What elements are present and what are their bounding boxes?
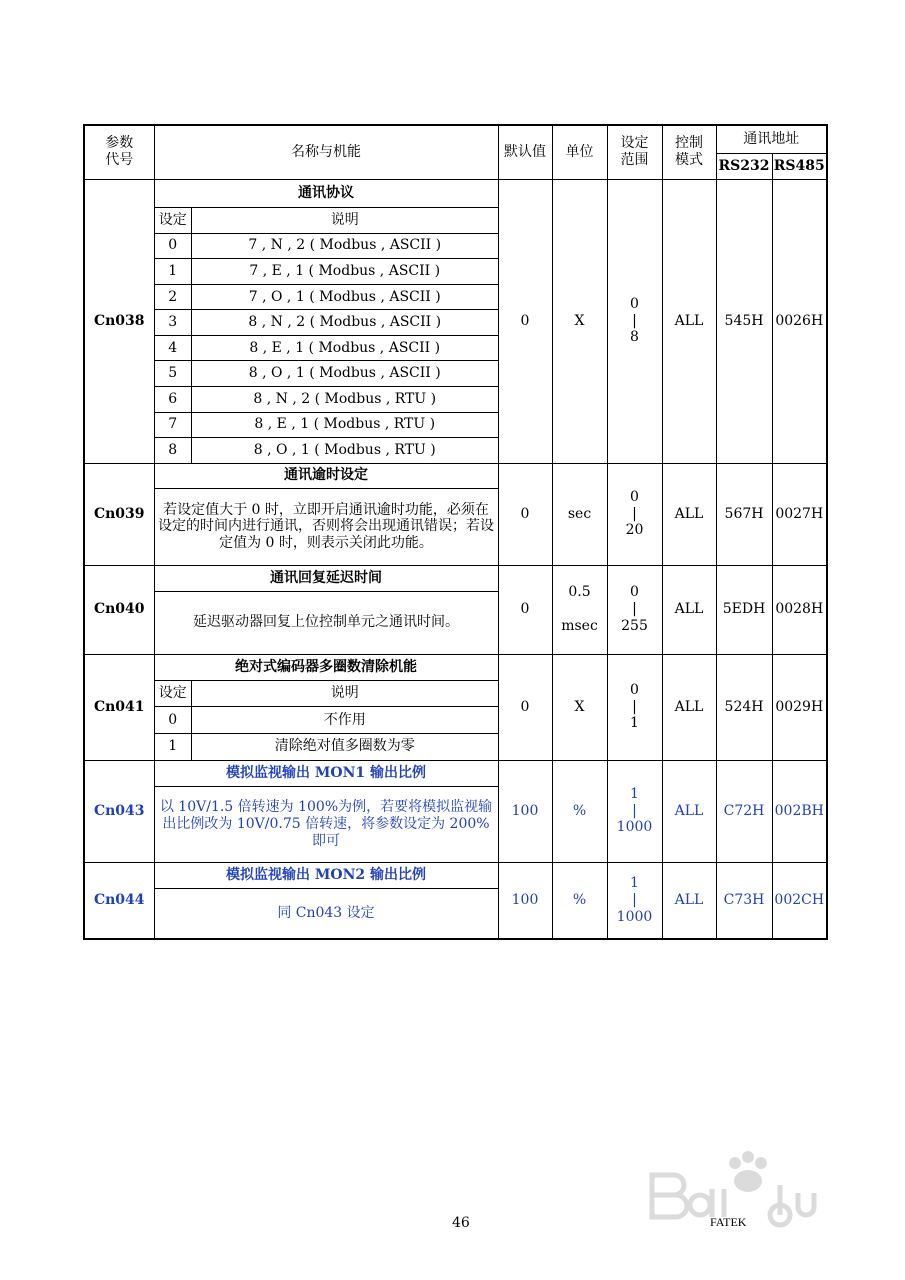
header-address: 通讯地址 bbox=[716, 125, 827, 153]
param-code: Cn044 bbox=[84, 862, 154, 939]
param-rs232: 524H bbox=[716, 654, 772, 760]
option-desc: 8 , O , 1 ( Modbus , RTU ) bbox=[253, 441, 436, 458]
param-description: 以 10V/1.5 倍转速为 100%为例，若要将模拟监视输出比例改为 10V/0.75 倍转速，将参数设定为 200%即可 bbox=[159, 799, 493, 849]
param-title: 通讯逾时设定 bbox=[155, 464, 498, 489]
param-row-cn040 bbox=[84, 565, 827, 654]
page-number: 46 bbox=[452, 1215, 470, 1231]
param-row-cn038 bbox=[84, 179, 827, 463]
param-default: 100 bbox=[498, 760, 552, 862]
option-key: 5 bbox=[155, 361, 192, 387]
param-range: 0 | 8 bbox=[607, 179, 662, 463]
param-title: 通讯协议 bbox=[155, 180, 498, 208]
param-name-cell bbox=[154, 760, 498, 862]
header-range: 设定 范围 bbox=[607, 125, 662, 179]
param-rs485: 0026H bbox=[772, 179, 827, 463]
param-unit: % bbox=[552, 760, 607, 862]
param-title: 模拟监视输出 MON1 输出比例 bbox=[155, 761, 498, 787]
param-rs485: 002BH bbox=[772, 760, 827, 862]
param-rs485: 0028H bbox=[772, 565, 827, 654]
param-code: Cn039 bbox=[84, 463, 154, 565]
option-key: 3 bbox=[155, 310, 192, 336]
option-desc: 8 , N , 2 ( Modbus , RTU ) bbox=[192, 386, 498, 412]
option-header-key: 设定 bbox=[155, 680, 192, 707]
param-name-cell bbox=[154, 179, 498, 463]
param-range: 0 | 1 bbox=[607, 654, 662, 760]
option-key: 0 bbox=[155, 233, 192, 259]
param-title: 绝对式编码器多圈数清除机能 bbox=[155, 655, 498, 681]
param-name-cell bbox=[154, 654, 498, 760]
param-default: 0 bbox=[498, 179, 552, 463]
param-range: 0 | 20 bbox=[607, 463, 662, 565]
param-title: 模拟监视输出 MON2 输出比例 bbox=[155, 863, 498, 889]
header-unit: 单位 bbox=[552, 125, 607, 179]
option-desc: 7 , N , 2 ( Modbus , ASCII ) bbox=[192, 233, 498, 259]
param-rs232: 5EDH bbox=[716, 565, 772, 654]
option-desc: 清除绝对值多圈数为零 bbox=[274, 738, 415, 755]
param-code: Cn041 bbox=[84, 654, 154, 760]
header-default: 默认值 bbox=[498, 125, 552, 179]
param-unit: % bbox=[552, 862, 607, 939]
param-rs232: 545H bbox=[716, 179, 772, 463]
param-range: 1 | 1000 bbox=[607, 862, 662, 939]
option-key: 0 bbox=[155, 707, 192, 734]
param-default: 100 bbox=[498, 862, 552, 939]
param-rs232: 567H bbox=[716, 463, 772, 565]
param-mode: ALL bbox=[662, 760, 716, 862]
option-header-desc: 说明 bbox=[192, 208, 498, 234]
param-unit: 0.5 msec bbox=[552, 565, 607, 654]
param-unit: X bbox=[552, 179, 607, 463]
option-key: 1 bbox=[155, 259, 192, 285]
param-mode: ALL bbox=[662, 179, 716, 463]
option-key: 4 bbox=[155, 335, 192, 361]
param-row-cn039 bbox=[84, 463, 827, 565]
param-mode: ALL bbox=[662, 654, 716, 760]
param-description: 若设定值大于 0 时，立即开启通讯逾时功能，必须在设定的时间内进行通讯，否则将会出现通讯错误；若设定值为 0 时，则表示关闭此功能。 bbox=[158, 501, 494, 552]
option-key: 1 bbox=[155, 734, 192, 760]
param-row-cn041 bbox=[84, 654, 827, 760]
param-range: 1 | 1000 bbox=[607, 760, 662, 862]
option-desc: 8 , E , 1 ( Modbus , RTU ) bbox=[192, 412, 498, 438]
parameter-table bbox=[83, 124, 828, 940]
option-key: 6 bbox=[155, 386, 192, 412]
param-rs232: C72H bbox=[716, 760, 772, 862]
param-mode: ALL bbox=[662, 463, 716, 565]
param-name-cell bbox=[154, 463, 498, 565]
param-description: 同 Cn043 设定 bbox=[277, 905, 375, 922]
param-row-cn043 bbox=[84, 760, 827, 862]
param-rs485: 002CH bbox=[772, 862, 827, 939]
param-mode: ALL bbox=[662, 862, 716, 939]
option-desc: 不作用 bbox=[192, 707, 498, 734]
param-name-cell bbox=[154, 565, 498, 654]
param-range: 0 | 255 bbox=[607, 565, 662, 654]
option-header-key: 设定 bbox=[155, 208, 192, 234]
param-code: Cn040 bbox=[84, 565, 154, 654]
param-row-cn044 bbox=[84, 862, 827, 939]
header-mode: 控制 模式 bbox=[662, 125, 716, 179]
option-desc: 8 , E , 1 ( Modbus , ASCII ) bbox=[192, 335, 498, 361]
param-rs485: 0027H bbox=[772, 463, 827, 565]
param-description: 延迟驱动器回复上位控制单元之通讯时间。 bbox=[193, 614, 459, 631]
param-code: Cn043 bbox=[84, 760, 154, 862]
param-unit: sec bbox=[552, 463, 607, 565]
header-code: 参数 代号 bbox=[84, 125, 154, 179]
option-desc: 8 , N , 2 ( Modbus , ASCII ) bbox=[192, 310, 498, 336]
option-key: 8 bbox=[155, 438, 192, 463]
param-default: 0 bbox=[498, 463, 552, 565]
header-name: 名称与机能 bbox=[154, 125, 498, 179]
param-rs232: C73H bbox=[716, 862, 772, 939]
header-rs485: RS485 bbox=[772, 153, 827, 179]
header-rs232: RS232 bbox=[716, 153, 772, 179]
footer-brand: FATEK bbox=[710, 1215, 747, 1229]
param-default: 0 bbox=[498, 565, 552, 654]
option-key: 2 bbox=[155, 284, 192, 310]
option-desc: 8 , O , 1 ( Modbus , ASCII ) bbox=[192, 361, 498, 387]
option-desc: 7 , O , 1 ( Modbus , ASCII ) bbox=[192, 284, 498, 310]
param-unit: X bbox=[552, 654, 607, 760]
option-header-desc: 说明 bbox=[192, 680, 498, 707]
param-name-cell bbox=[154, 862, 498, 939]
param-rs485: 0029H bbox=[772, 654, 827, 760]
param-title: 通讯回复延迟时间 bbox=[155, 566, 498, 592]
watermark-logo bbox=[640, 1145, 860, 1245]
option-desc: 7 , E , 1 ( Modbus , ASCII ) bbox=[192, 259, 498, 285]
param-code: Cn038 bbox=[84, 179, 154, 463]
param-default: 0 bbox=[498, 654, 552, 760]
option-key: 7 bbox=[155, 412, 192, 438]
param-mode: ALL bbox=[662, 565, 716, 654]
